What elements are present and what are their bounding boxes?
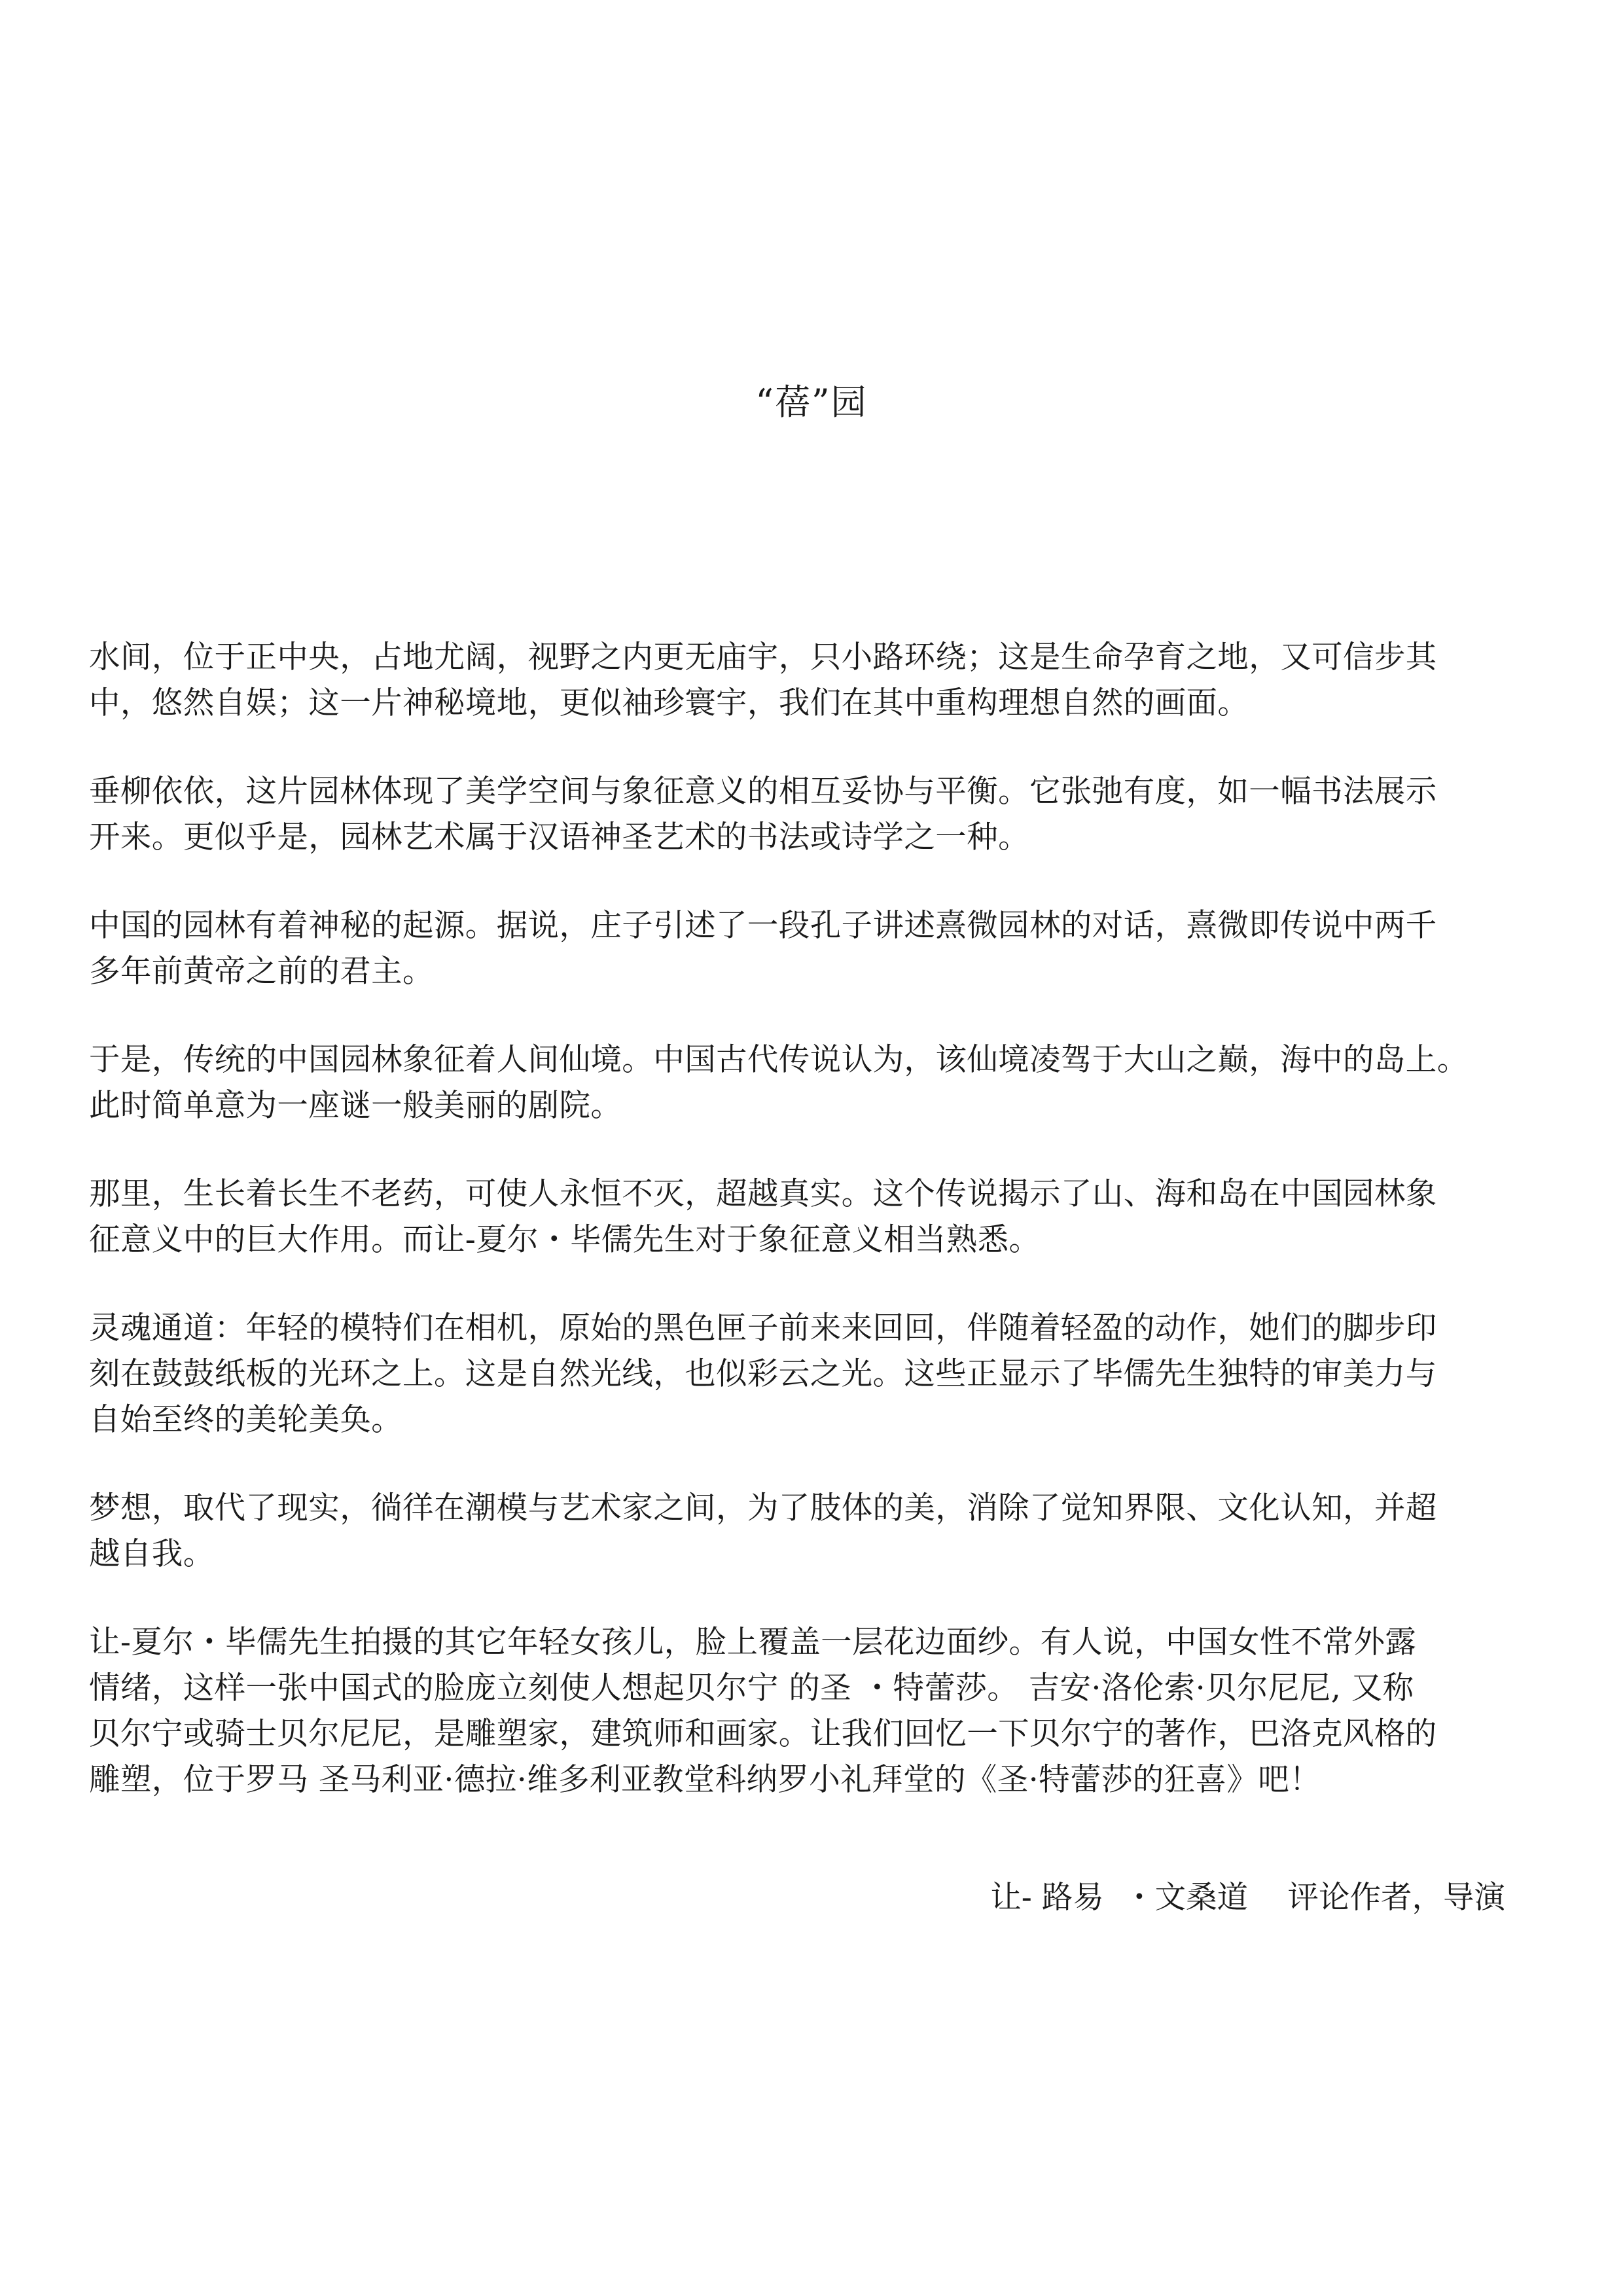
paragraph-line: 垂柳依依，这片园林体现了美学空间与象征意义的相互妥协与平衡。它张弛有度，如一幅书法展示 <box>89 774 1437 810</box>
paragraph-line: 于是，传统的中国园林象征着人间仙境。中国古代传说认为，该仙境凌驾于大山之巅，海中的岛上。 <box>89 1042 1469 1078</box>
paragraph-1 <box>89 635 1539 726</box>
paragraph-line: 灵魂通道：年轻的模特们在相机，原始的黑色匣子前来来回回，伴随着轻盈的动作，她们的脚步印 <box>89 1310 1437 1346</box>
paragraph-line: 中，悠然自娱；这一片神秘境地，更似袖珍寰宇，我们在其中重构理想自然的画面。 <box>89 685 1249 721</box>
paragraph-8 <box>89 1620 1539 1803</box>
paragraph-line: 让-夏尔・毕儒先生拍摄的其它年轻女孩儿，脸上覆盖一层花边面纱。有人说，中国女性不常外露 <box>89 1624 1417 1660</box>
paragraph-line: 贝尔宁或骑士贝尔尼尼，是雕塑家，建筑师和画家。让我们回忆一下贝尔宁的著作，巴洛克风格的 <box>89 1716 1437 1752</box>
paragraph-line: 越自我。 <box>89 1536 215 1572</box>
paragraph-3 <box>89 903 1539 995</box>
paragraph-line: 情绪，这样一张中国式的脸庞立刻使人想起贝尔宁 的圣 ・特蕾莎。 吉安·洛伦索·贝尔尼尼, 又称 <box>89 1670 1414 1706</box>
page-title: “蓓”园 <box>755 382 868 423</box>
paragraph-5 <box>89 1172 1539 1263</box>
paragraph-line: 此时简单意为一座谜一般美丽的剧院。 <box>89 1088 622 1124</box>
body-text <box>89 635 1539 1846</box>
paragraph-4 <box>89 1037 1539 1129</box>
paragraph-line: 雕塑，位于罗马 圣马利亚·德拉·维多利亚教堂科纳罗小礼拜堂的《圣·特蕾莎的狂喜》吧！ <box>89 1762 1321 1798</box>
paragraph-2 <box>89 769 1539 861</box>
paragraph-6 <box>89 1306 1539 1443</box>
paragraph-7 <box>89 1486 1539 1577</box>
paragraph-line: 梦想，取代了现实，徜徉在潮模与艺术家之间，为了肢体的美，消除了觉知界限、文化认知，并超 <box>89 1490 1437 1526</box>
paragraph-line: 自始至终的美轮美奂。 <box>89 1402 402 1438</box>
paragraph-line: 多年前黄帝之前的君主。 <box>89 954 434 990</box>
paragraph-line: 征意义中的巨大作用。而让-夏尔・毕儒先生对于象征意义相当熟悉。 <box>89 1222 1041 1258</box>
paragraph-line: 那里，生长着长生不老药，可使人永恒不灭，超越真实。这个传说揭示了山、海和岛在中国园林象 <box>89 1176 1437 1212</box>
paragraph-line: 水间，位于正中央，占地尤阔，视野之内更无庙宇，只小路环绕；这是生命孕育之地，又可信步其 <box>89 639 1437 675</box>
paragraph-line: 开来。更似乎是，园林艺术属于汉语神圣艺术的书法或诗学之一种。 <box>89 819 1029 855</box>
author-signature: 让- 路易 ・文桑道 评论作者，导演 <box>990 1880 1505 1916</box>
paragraph-line: 刻在鼓鼓纸板的光环之上。这是自然光线，也似彩云之光。这些正显示了毕儒先生独特的审美力与 <box>89 1356 1437 1392</box>
paragraph-line: 中国的园林有着神秘的起源。据说，庄子引述了一段孔子讲述熹微园林的对话，熹微即传说中两千 <box>89 908 1437 944</box>
